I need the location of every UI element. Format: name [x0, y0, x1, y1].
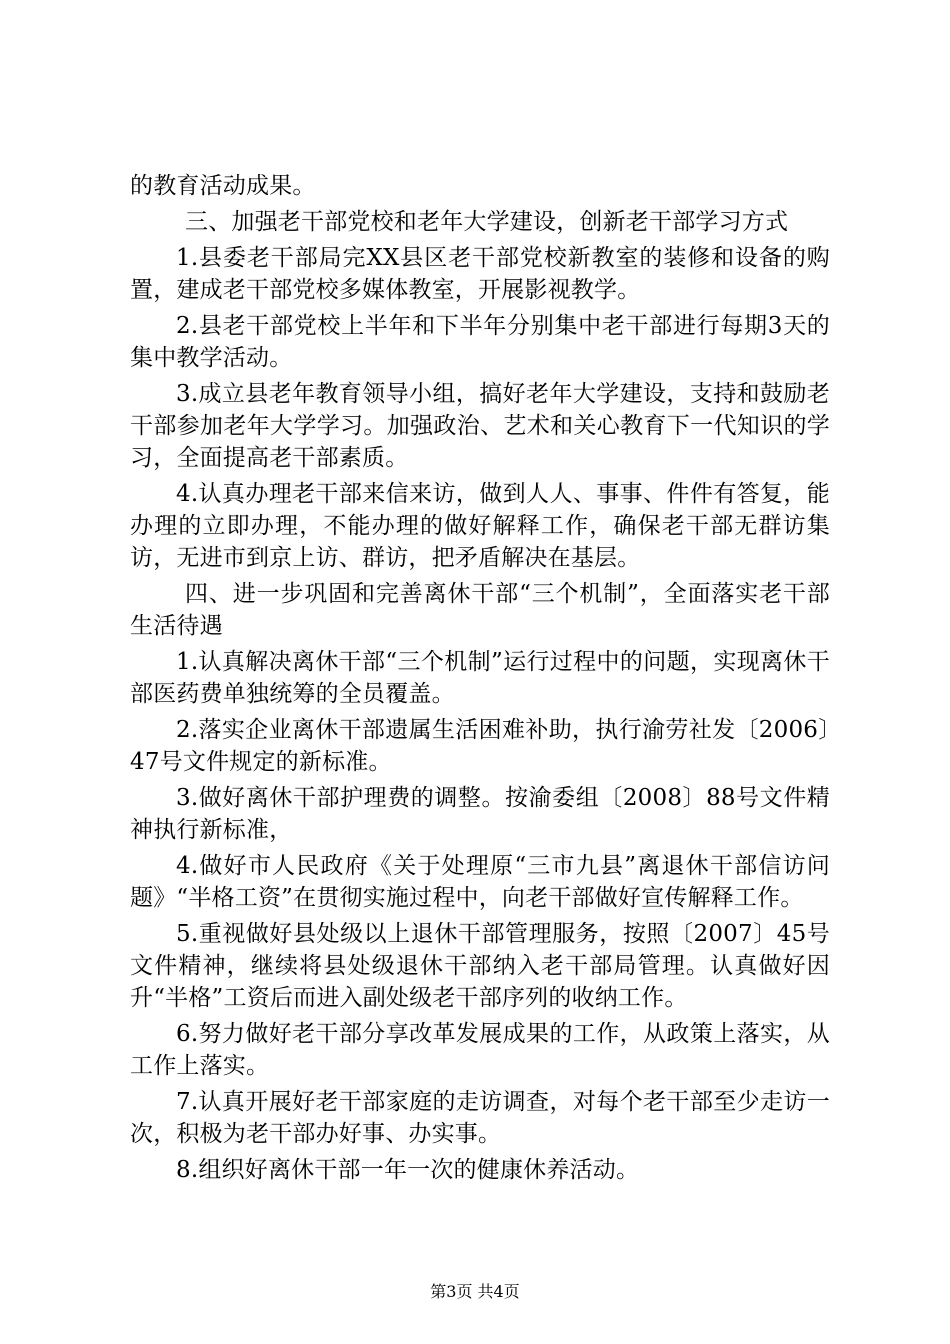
page-footer — [0, 1282, 950, 1302]
list-item: 8.组织好离休干部一年一次的健康休养活动。 — [176, 1157, 640, 1183]
list-item: 7.认真开展好老干部家庭的走访调查，对每个老干部至少走访一次，积极为老干部办好事、办实事。 — [130, 1089, 830, 1147]
list-item: 6.努力做好老干部分享改革发展成果的工作，从政策上落实，从工作上落实。 — [130, 1021, 830, 1079]
list-item: 5.重视做好县处级以上退休干部管理服务，按照〔2007〕45号文件精神，继续将县处级退休干部纳入老干部局管理。认真做好因升“半格”工资后而进入副处级老干部序列的收纳工作。 — [130, 921, 830, 1011]
list-item: 4.认真办理老干部来信来访，做到人人、事事、件件有答复，能办理的立即办理，不能办理的做好解释工作，确保老干部无群访集访，无进市到京上访、群访，把矛盾解决在基层。 — [130, 481, 830, 571]
section-heading-three: 三、加强老干部党校和老年大学建设，创新老干部学习方式 — [185, 209, 789, 235]
list-item: 3.做好离休干部护理费的调整。按渝委组〔2008〕88号文件精神执行新标准， — [130, 785, 830, 843]
list-item: 1.县委老干部局完XX县区老干部党校新教室的装修和设备的购置，建成老干部党校多媒体教室，开展影视教学。 — [130, 245, 830, 303]
list-item: 4.做好市人民政府《关于处理原“三市九县”离退休干部信访问题》“半格工资”在贯彻实施过程中，向老干部做好宣传解释工作。 — [130, 853, 830, 911]
list-item: 1.认真解决离休干部“三个机制”运行过程中的问题，实现离休干部医药费单独统筹的全员覆盖。 — [130, 649, 830, 707]
list-item: 3.成立县老年教育领导小组，搞好老年大学建设，支持和鼓励老干部参加老年大学学习。加强政治、艺术和关心教育下一代知识的学习，全面提高老干部素质。 — [130, 381, 830, 471]
page-number-indicator: 第3页 共4页 — [430, 1282, 520, 1301]
section-heading-four: 四、进一步巩固和完善离休干部“三个机制”，全面落实老干部生活待遇 — [130, 581, 830, 639]
document-body — [130, 170, 830, 1190]
list-item: 2.落实企业离休干部遗属生活困难补助，执行渝劳社发〔2006〕47号文件规定的新标准。 — [130, 717, 830, 775]
list-item: 2.县老干部党校上半年和下半年分别集中老干部进行每期3天的集中教学活动。 — [130, 313, 830, 371]
paragraph-continuation: 的教育活动成果。 — [130, 173, 316, 199]
